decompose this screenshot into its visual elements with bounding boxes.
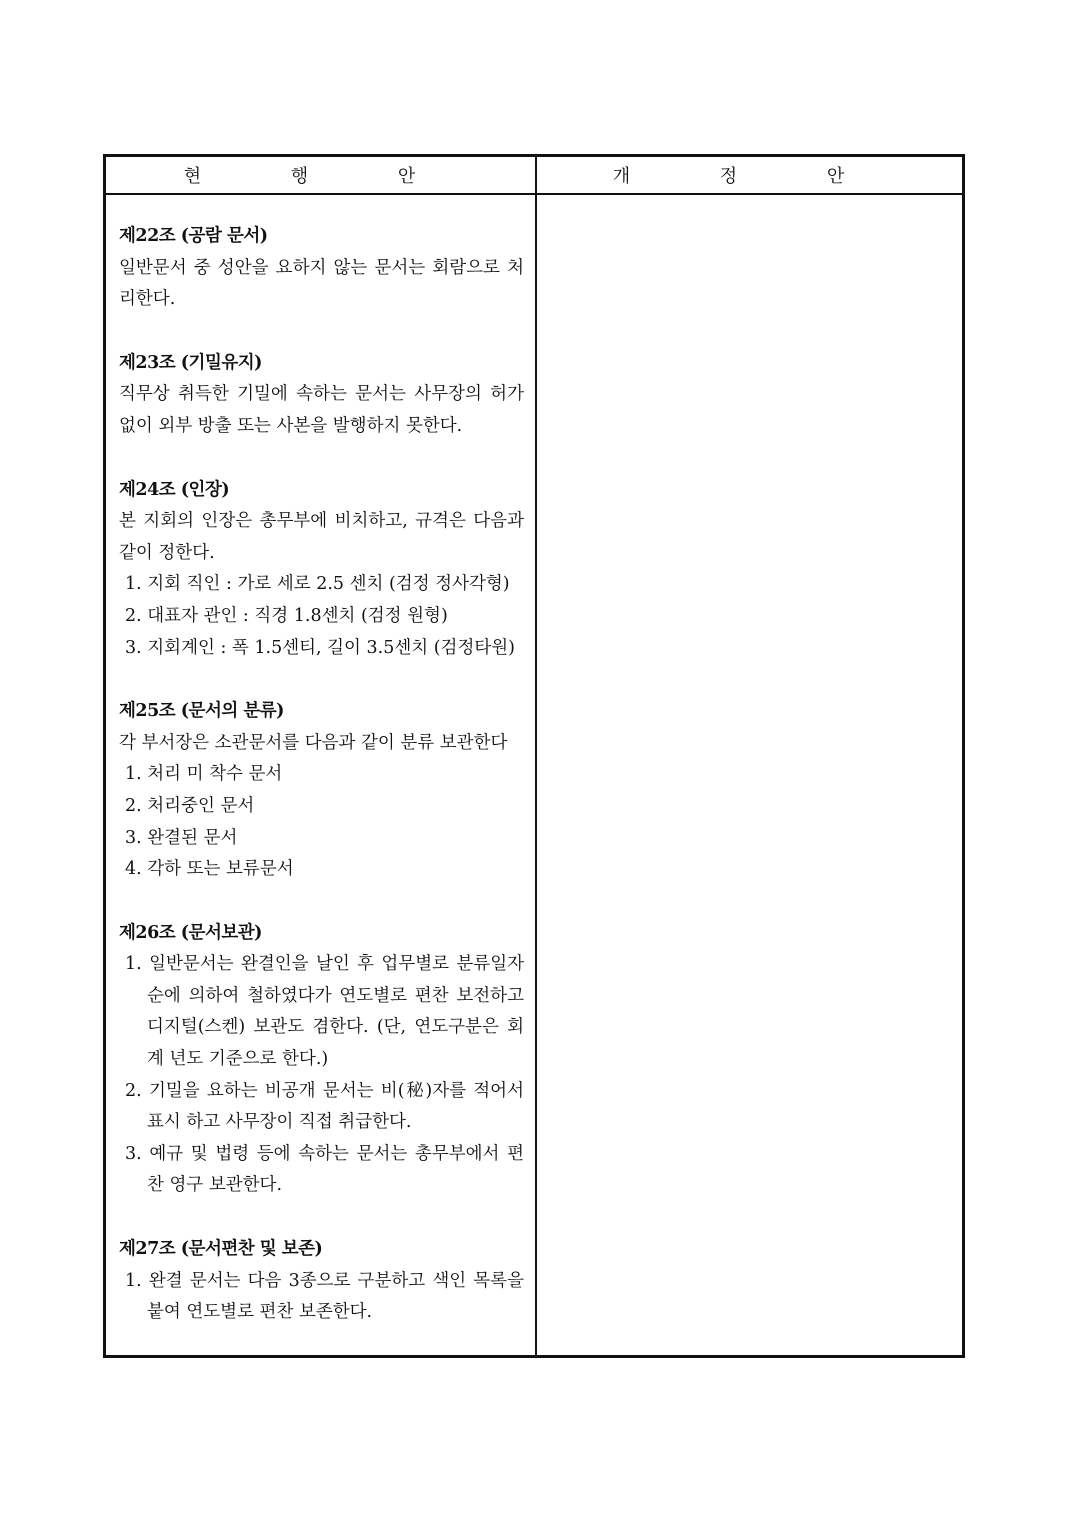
- articles-list: [119, 221, 524, 1329]
- article-title: 제26조 (문서보관): [119, 922, 262, 943]
- article-item: 2. 대표자 관인 : 직경 1.8센치 (검정 원형): [125, 605, 448, 626]
- article-item: 4. 각하 또는 보류문서: [125, 859, 294, 880]
- article-paragraph: 본 지회의 인장은 총무부에 비치하고, 규격은 다음과 같이 정한다.: [119, 511, 524, 563]
- article-item: 3. 완결된 문서: [125, 827, 238, 848]
- article-title: 제23조 (기밀유지): [119, 352, 262, 373]
- article: [119, 221, 524, 316]
- article-item: 3. 예규 및 법령 등에 속하는 문서는 총무부에서 편찬 영구 보관한다.: [125, 1143, 524, 1196]
- header-current: 현 행 안: [183, 166, 458, 187]
- header-proposed: 개 정 안: [612, 166, 887, 187]
- revision-table: [103, 154, 965, 1358]
- article-item: 1. 지회 직인 : 가로 세로 2.5 센치 (검정 정사각형): [125, 574, 510, 595]
- proposed-column: [537, 195, 962, 1355]
- article: [119, 696, 524, 886]
- article-item: 2. 기밀을 요하는 비공개 문서는 비(秘)자를 적어서 표시 하고 사무장이 직접 취급한다.: [125, 1080, 524, 1133]
- article-item: 2. 처리중인 문서: [125, 795, 255, 816]
- article-title: 제27조 (문서편찬 및 보존): [119, 1239, 323, 1260]
- article-item: 3. 지회계인 : 폭 1.5센티, 길이 3.5센치 (검정타원): [125, 637, 515, 658]
- article: [119, 1234, 524, 1329]
- article-paragraph: 직무상 취득한 기밀에 속하는 문서는 사무장의 허가 없이 외부 방출 또는 사본을 발행하지 못한다.: [119, 384, 524, 436]
- article-item: 1. 처리 미 착수 문서: [125, 764, 283, 785]
- article-title: 제25조 (문서의 분류): [119, 701, 284, 722]
- current-column: [106, 195, 535, 1355]
- article-item: 1. 일반문서는 완결인을 날인 후 업무별로 분류일자 순에 의하여 철하였다가 연도별로 편찬 보전하고 디지털(스켄) 보관도 겸한다. (단, 연도구분은 회계 년도 기준으로 한다.): [125, 954, 524, 1070]
- article: [119, 918, 524, 1202]
- article-paragraph: 각 부서장은 소관문서를 다음과 같이 분류 보관한다: [119, 732, 508, 753]
- article-title: 제24조 (인장): [119, 479, 230, 500]
- article-paragraph: 일반문서 중 성안을 요하지 않는 문서는 회람으로 처리한다.: [119, 257, 524, 310]
- article-title: 제22조 (공람 문서): [119, 226, 268, 246]
- table-header: [106, 157, 962, 195]
- article: [119, 475, 524, 665]
- article: [119, 348, 524, 443]
- article-item: 1. 완결 문서는 다음 3종으로 구분하고 색인 목록을 붙여 연도별로 편찬 보존한다.: [125, 1270, 524, 1323]
